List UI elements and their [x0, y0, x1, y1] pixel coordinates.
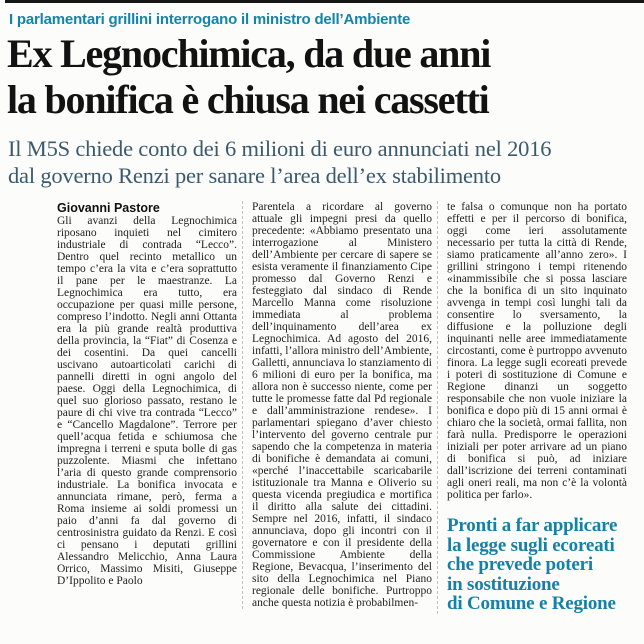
column-3-text: te falsa o comunque non ha portato effetti e per il percorso di bonifica, oggi come ieri assolutamente necessario per tutta la città di Rende, siamo praticamente all’anno zero». I grillini stringono i tempi ritenendo «inammissibile che si possa lasciare che la bonifica di un sito inquinato avvenga in tempi così lunghi tali da consentire lo sversamento, la diffusione e la polluzione degli inquinanti nelle aree immediatamente circostanti, come è purtroppo avvenuto finora. La legge sugli ecoreati prevede i poteri di sostituzione di Comune e Regione dinanzi un soggetto responsabile che non vuole iniziare la bonifica e dopo più di 15 anni ormai è chiaro che la società, ormai fallita, non farà nulla. Predisporre le operazioni iniziali per poter arrivare ad un piano di bonifica si può, ad iniziare dall’iscrizione dei terreni contaminati agli oneri reali, ma non c’è la volontà politica per farlo».	[447, 201, 627, 501]
pull-quote-line-5: di Comune e Regione	[447, 593, 616, 614]
article-column-1	[57, 201, 237, 587]
headline	[7, 31, 641, 123]
headline-line-2: la bonifica è chiusa nei cassetti	[7, 77, 489, 122]
pull-quote-line-2: la legge sugli ecoreati	[447, 534, 615, 556]
top-rule	[5, 0, 644, 3]
article-column-3	[437, 201, 627, 614]
pull-quote-line-3: che prevede poteri	[447, 554, 593, 575]
column-1-text: Gli avanzi della Legnochimica riposano inquieti nel cimitero industriale di contrada “Lecco”. Dentro quel recinto metallico un tempo c’era la vita e c’era soprattutto il pane per le maestranze. La Legnochimica era tutto, era occupazione per quasi mille persone, compreso l’indotto. Negli anni Ottanta era la più grande realtà produttiva della provincia, la “Fiat” di Cosenza e dei cosentini. Da quei cancelli uscivano autoarticolati carichi di pannelli diretti in ogni angolo del paese. Oggi della Legnochimica, di quel suo glorioso passato, restano le paure di chi vive tra contrada “Lecco” e “Cancello Magdalone”. Terrore per quell’acqua fetida e schiumosa che impregna i terreni e sputa bolle di gas puzzolente. Miasmi che infettano l’aria di questo grande comprensorio industriale. La bonifica invocata e annunciata rimane, però, ferma a Roma insieme ai soldi promessi un paio d’anni fa dal governo di centrosinistra guidato da Renzi. E così ci pensano i deputati grillini Alessandro Melicchio, Anna Laura Orrico, Massimo Misiti, Giuseppe D’Ippolito e Paolo	[57, 215, 237, 587]
pull-quote-line-1: Pronti a far applicare	[447, 515, 618, 536]
headline-line-1: Ex Legnochimica, da due anni	[7, 31, 491, 76]
byline: Giovanni Pastore	[57, 201, 160, 215]
pull-quote-line-4: in sostituzione	[447, 573, 560, 595]
article-column-2	[242, 201, 432, 609]
subhead-line-1: Il M5S chiede conto dei 6 milioni di euro annunciati nel 2016	[8, 136, 552, 161]
subhead-line-2: dal governo Renzi per sanare l’area dell’ex stabilimento	[8, 163, 501, 188]
column-2-text: Parentela a ricordare al governo attuale gli impegni presi da quello precedente: «Abbiamo presentato una interrogazione al Ministero dell’Ambiente per cercare di sapere se esista veramente il finanziamento Cipe promesso dal Governo Renzi e festeggiato dal sindaco di Rende Marcello Manna come risoluzione immediata al problema dell’inquinamento dell’area ex Legnochimica. Ad agosto del 2016, infatti, l’allora ministro dell’Ambiente, Galletti, annunciava lo stanziamento di 6 milioni di euro per la bonifica, ma allora non è successo niente, come per tutte le promesse fatte dal Pd regionale e dall’amministrazione rendese». I parlamentari spiegano d’aver chiesto l’intervento del governo centrale pur sapendo che la competenza in materia di bonifiche è demandata ai comuni, «perché l’inaccettabile scaricabarile istituzionale tra Manna e Oliverio su questa vicenda pregiudica e mortifica il diritto alla salute dei cittadini. Sempre nel 2016, infatti, il sindaco annunciava, dopo gli incontri con il governatore e con il presidente della Commissione Ambiente della Regione, Bevacqua, l’inserimento del sito della Legnochimica nel Piano regionale delle bonifiche. Purtroppo anche questa notizia è probabilmen-	[252, 201, 432, 609]
pull-quote	[447, 516, 627, 614]
kicker: I parlamentari grillini interrogano il ministro dell’Ambiente	[9, 11, 411, 28]
subhead	[8, 135, 642, 189]
article-body	[57, 201, 627, 614]
